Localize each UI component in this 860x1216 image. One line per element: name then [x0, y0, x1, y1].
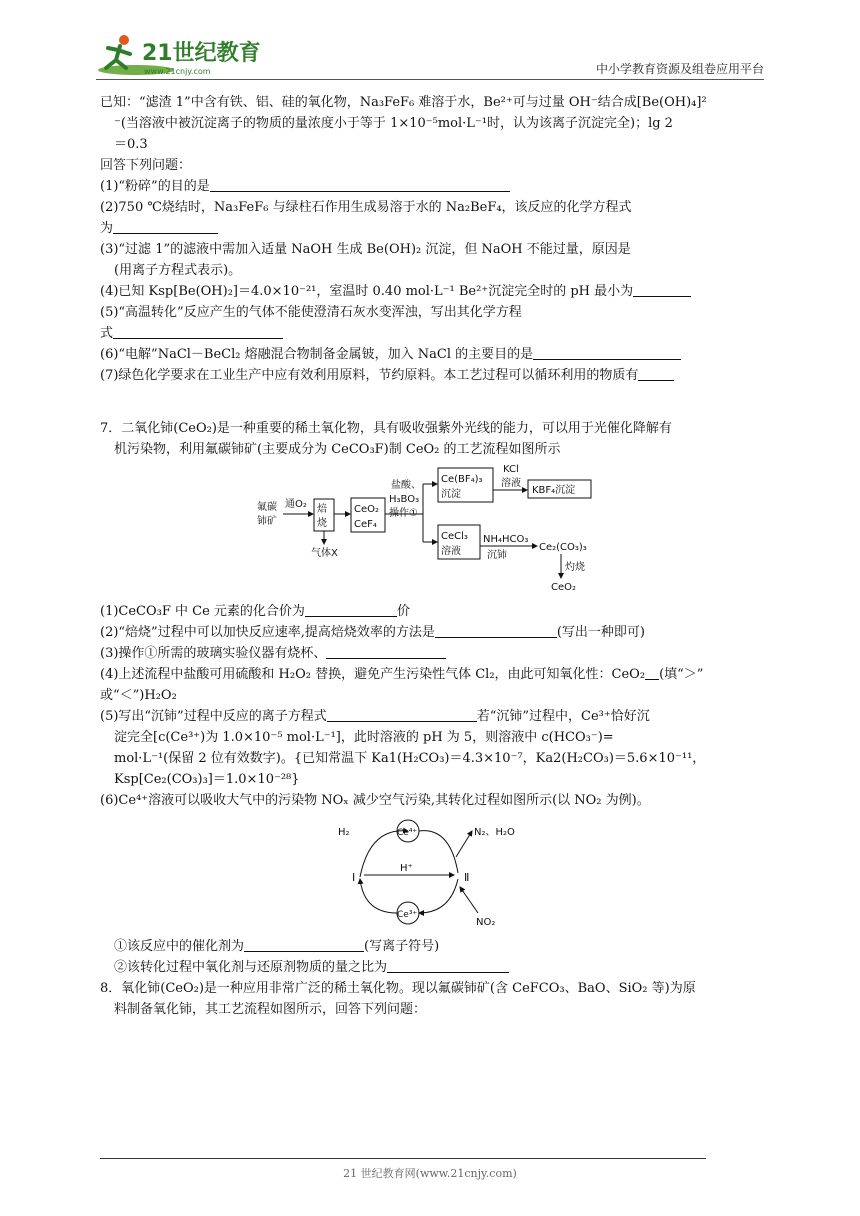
q6-sub5b: 式: [100, 323, 768, 344]
footer-divider: [100, 1158, 706, 1159]
svg-text:Ⅰ: Ⅰ: [352, 871, 356, 884]
answer-blank[interactable]: [645, 665, 659, 680]
header-divider: [96, 79, 764, 80]
svg-text:铈矿: 铈矿: [257, 516, 277, 527]
q7-sub5c: mol·L⁻¹(保留 2 位有效数字)。{已知常温下 Ka1(H₂CO₃)＝4.3×10⁻⁷，Ka2(H₂CO₃)＝5.6×10⁻¹¹，: [114, 751, 706, 766]
svg-text:通O₂: 通O₂: [285, 499, 307, 510]
q7-sub4b: 或“＜”)H₂O₂: [100, 688, 177, 703]
answer-blank[interactable]: [244, 937, 364, 952]
q8-intro-2: 料制备氧化铈，其工艺流程如图所示，回答下列问题：: [114, 1002, 427, 1017]
answer-blank[interactable]: [435, 623, 557, 638]
svg-text:氟碳: 氟碳: [257, 502, 277, 513]
q7-sub6: (6)Ce⁴⁺溶液可以吸收大气中的污染物 NOₓ 减少空气污染,其转化过程如图所示(以 NO₂ 为例)。: [100, 793, 650, 808]
answer-blank[interactable]: [305, 602, 397, 617]
svg-text:Ce⁴⁺: Ce⁴⁺: [397, 828, 418, 838]
answer-blank[interactable]: [633, 282, 691, 297]
svg-text:Ⅱ: Ⅱ: [464, 871, 470, 884]
svg-text:灼烧: 灼烧: [565, 562, 585, 573]
answer-blank[interactable]: [326, 644, 446, 659]
logo-21cnjy: [96, 30, 266, 80]
answer-blank[interactable]: [210, 177, 510, 192]
answer-blank[interactable]: [113, 219, 218, 234]
q7-sub5b: 淀完全[c(Ce³⁺)为 1.0×10⁻⁵ mol·L⁻¹]，此时溶液的 pH 为 5，则溶液中 c(HCO₃⁻)=: [114, 730, 614, 745]
q7-sub6-2: ②该转化过程中氧化剂与还原剂物质的量之比为: [100, 957, 768, 978]
svg-text:CeCl₃: CeCl₃: [441, 531, 468, 542]
q6-known-1: 已知：“滤渣 1”中含有铁、铝、硅的氧化物，Na₃FeF₆ 难溶于水，Be²⁺可与过量 OH⁻结合成[Be(OH)₄]²: [100, 95, 707, 110]
svg-text:NH₄HCO₃: NH₄HCO₃: [483, 534, 529, 545]
q6-known-2: ⁻(当溶液中被沉淀离子的物质的量浓度小于等于 1×10⁻⁵mol·L⁻¹时，认为该离子沉淀完全)；lg 2: [114, 116, 673, 131]
footer-link[interactable]: 21 世纪教育网(www.21cnjy.com): [343, 1167, 517, 1180]
svg-text:Ce³⁺: Ce³⁺: [397, 910, 418, 920]
q6-sub7: (7)绿色化学要求在工业生产中应有效利用原料，节约原料。本工艺过程可以循环利用的物质有: [100, 365, 768, 386]
svg-text:CeF₄: CeF₄: [354, 519, 377, 530]
svg-text:H₂: H₂: [338, 827, 350, 838]
svg-text:www.21cnjy.com: www.21cnjy.com: [144, 67, 211, 76]
svg-text:溶液: 溶液: [501, 478, 521, 489]
q7-sub6-1: ①该反应中的催化剂为 (写离子符号): [114, 939, 440, 954]
svg-text:操作①: 操作①: [389, 508, 418, 519]
svg-text:NO₂: NO₂: [476, 917, 496, 928]
q7-intro-2: 机污染物，利用氟碳铈矿(主要成分为 CeCO₃F)制 CeO₂ 的工艺流程如图所示: [114, 442, 561, 457]
svg-text:沉淀: 沉淀: [441, 489, 461, 500]
svg-text:盐酸、: 盐酸、: [391, 480, 421, 491]
svg-text:CeO₂: CeO₂: [551, 582, 577, 593]
q6-known-3: ＝0.3: [114, 137, 148, 152]
q6-sub3b: (用离子方程式表示)。: [114, 263, 242, 278]
svg-text:21世纪教育: 21世纪教育: [142, 41, 261, 66]
q6-sub6: (6)“电解”NaCl－BeCl₂ 熔融混合物制备金属铍，加入 NaCl 的主要目的是: [100, 344, 768, 365]
q6-sub1: (1)“粉碎”的目的是: [100, 176, 768, 197]
q7-intro-1: 7．二氧化铈(CeO₂)是一种重要的稀土氧化物，具有吸收强紫外光线的能力，可以用于光催化降解有: [100, 421, 672, 436]
svg-text:KBF₄沉淀: KBF₄沉淀: [532, 485, 576, 496]
svg-text:Ce₂(CO₃)₃: Ce₂(CO₃)₃: [539, 542, 587, 553]
svg-text:H⁺: H⁺: [400, 863, 413, 874]
answer-blank[interactable]: [387, 958, 509, 973]
q6-prompt: 回答下列问题：: [100, 158, 192, 173]
q6-sub5a: (5)“高温转化”反应产生的气体不能使澄清石灰水变浑浊，写出其化学方程: [100, 305, 522, 320]
answer-blank[interactable]: [638, 366, 674, 381]
ce-catalytic-cycle-diagram: [330, 817, 540, 929]
svg-text:烧: 烧: [317, 518, 327, 529]
q6-sub2a: (2)750 ℃烧结时，Na₃FeF₆ 与绿柱石作用生成易溶于水的 Na₂BeF₄，该反应的化学方程式: [100, 200, 632, 215]
svg-text:N₂、H₂O: N₂、H₂O: [474, 827, 515, 838]
exam-content: [100, 92, 768, 1020]
page-header: [96, 30, 764, 82]
q7-sub4a: (4)上述流程中盐酸可用硫酸和 H₂O₂ 替换，避免产生污染性气体 Cl₂，由此可知氧化性：CeO₂ (填“＞”: [100, 667, 704, 682]
answer-blank[interactable]: [113, 324, 283, 339]
q6-sub2b: 为: [100, 218, 768, 239]
q7-sub1: (1)CeCO₃F 中 Ce 元素的化合价为 价: [100, 604, 410, 619]
q7-sub5a: (5)写出“沉铈”过程中反应的离子方程式 若“沉铈”过程中，Ce³⁺恰好沉: [100, 709, 650, 724]
svg-text:CeO₂: CeO₂: [354, 504, 380, 515]
svg-text:溶液: 溶液: [441, 546, 461, 557]
q7-sub2: (2)“焙烧”过程中可以加快反应速率,提高焙烧效率的方法是 (写出一种即可): [100, 625, 645, 640]
ceo2-process-flow-diagram: [255, 462, 595, 594]
svg-text:焙: 焙: [317, 504, 327, 515]
answer-blank[interactable]: [327, 707, 477, 722]
q6-sub4: (4)已知 Ksp[Be(OH)₂]＝4.0×10⁻²¹，室温时 0.40 mol·L⁻¹ Be²⁺沉淀完全时的 pH 最小为: [100, 281, 768, 302]
svg-text:KCl: KCl: [503, 464, 519, 475]
answer-blank[interactable]: [533, 345, 681, 360]
svg-text:H₃BO₃: H₃BO₃: [389, 494, 420, 505]
svg-text:Ce(BF₄)₃: Ce(BF₄)₃: [441, 474, 483, 485]
q7-sub5d: Ksp[Ce₂(CO₃)₃]＝1.0×10⁻²⁸}: [114, 772, 300, 787]
platform-name: 中小学教育资源及组卷应用平台: [595, 62, 764, 76]
svg-text:沉铈: 沉铈: [487, 550, 507, 561]
q8-intro-1: 8．氧化铈(CeO₂)是一种应用非常广泛的稀土氧化物。现以氟碳铈矿(含 CeFCO₃、BaO、SiO₂ 等)为原: [100, 981, 696, 996]
svg-text:气体X: 气体X: [311, 548, 338, 559]
q7-sub3: (3)操作①所需的玻璃实验仪器有烧杯、: [100, 643, 768, 664]
q6-sub3a: (3)“过滤 1”的滤液中需加入适量 NaOH 生成 Be(OH)₂ 沉淀，但 NaOH 不能过量，原因是: [100, 242, 631, 257]
